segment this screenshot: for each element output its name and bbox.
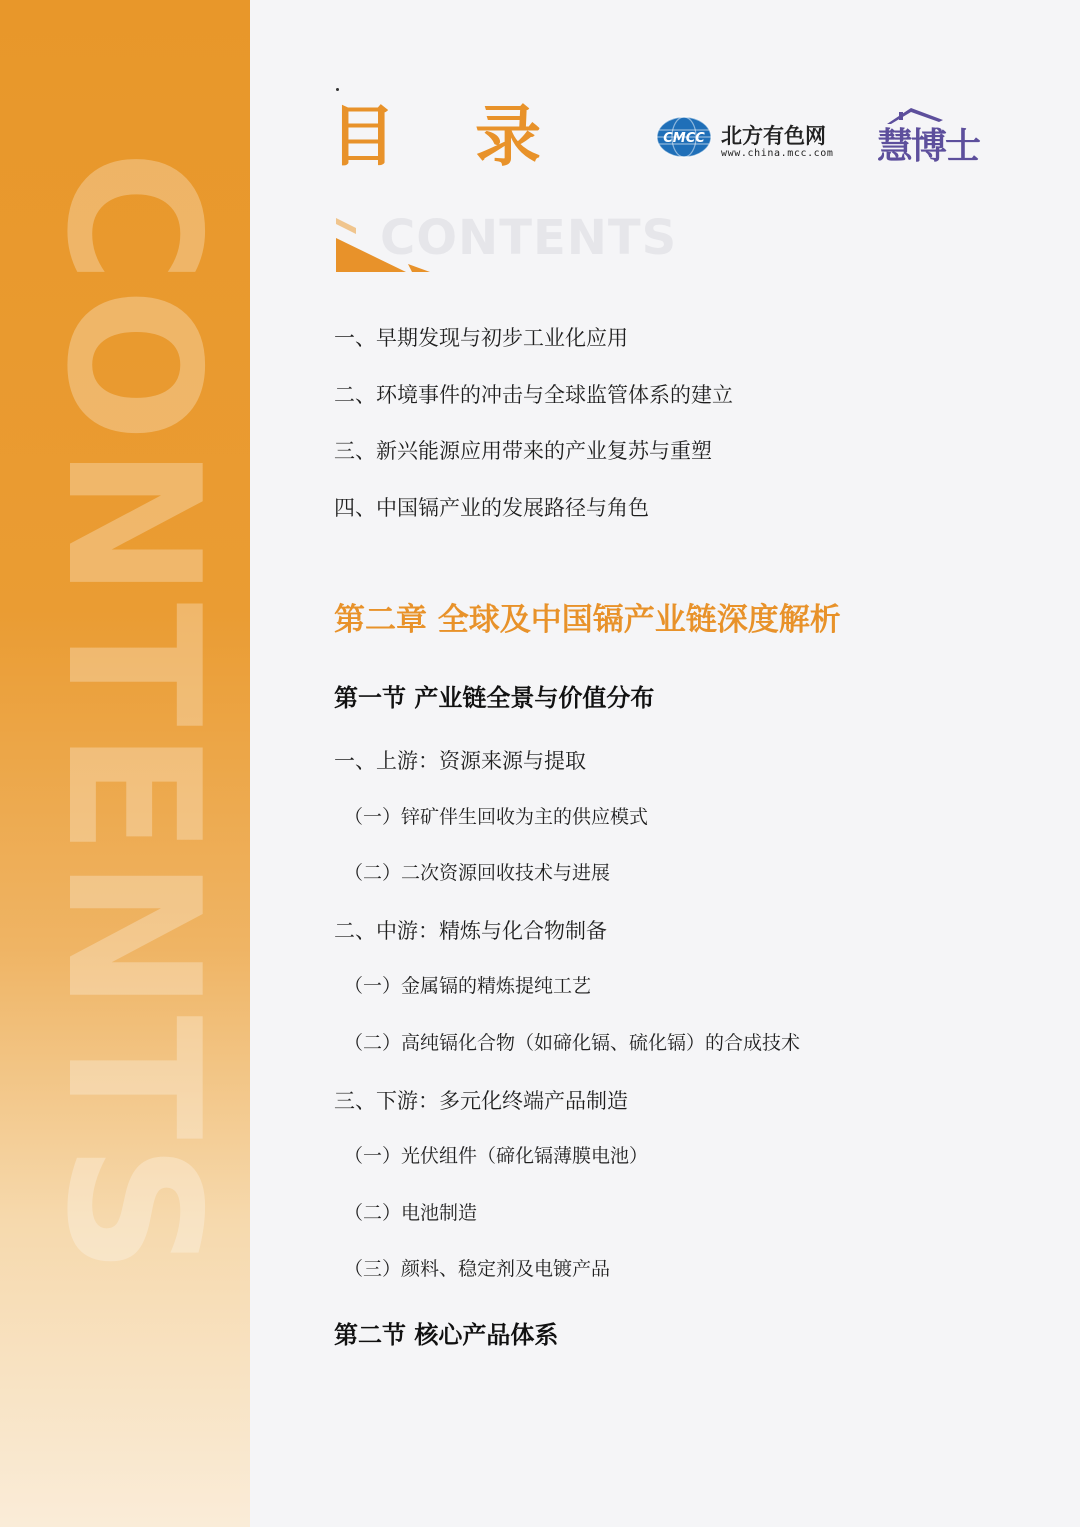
logo-cmcc-url: www.china.mcc.com (721, 148, 834, 159)
logo-cmcc (655, 112, 845, 162)
logo-huiboshi-name: 慧博士 (877, 126, 980, 167)
toc-chapter-heading[interactable]: 第二章 全球及中国镉产业链深度解析 (334, 602, 841, 638)
toc-subitem[interactable]: （一）金属镉的精炼提纯工艺 (344, 975, 592, 997)
toc-item[interactable]: 二、中游：精炼与化合物制备 (334, 919, 607, 943)
sidebar-decoration (0, 0, 250, 1527)
toc-item[interactable]: 二、环境事件的冲击与全球监管体系的建立 (334, 383, 733, 407)
toc-subitem[interactable]: （一）光伏组件（碲化镉薄膜电池） (344, 1145, 649, 1167)
toc-item[interactable]: 一、早期发现与初步工业化应用 (334, 326, 628, 350)
logo-huiboshi (877, 106, 980, 167)
toc-item[interactable]: 三、下游：多元化终端产品制造 (334, 1089, 628, 1113)
globe-logo-icon (655, 114, 713, 160)
toc-section-heading[interactable]: 第二节 核心产品体系 (334, 1321, 559, 1349)
toc-subitem[interactable]: （二）二次资源回收技术与进展 (344, 862, 611, 884)
toc-item[interactable]: 一、上游：资源来源与提取 (334, 749, 586, 773)
toc-item[interactable]: 四、中国镉产业的发展路径与角色 (334, 496, 649, 520)
logo-cmcc-name: 北方有色网 (721, 124, 826, 148)
page-title: 目 录 (330, 98, 569, 175)
toc-item[interactable]: 三、新兴能源应用带来的产业复苏与重塑 (334, 439, 712, 463)
toc-subitem[interactable]: （一）锌矿伴生回收为主的供应模式 (344, 806, 649, 828)
toc-section-heading[interactable]: 第一节 产业链全景与价值分布 (334, 684, 655, 712)
contents-subtitle: CONTENTS (380, 210, 678, 266)
logo-cmcc-badge: CMCC (663, 131, 705, 146)
toc-subitem[interactable]: （三）颜料、稳定剂及电镀产品 (344, 1258, 611, 1280)
sidebar-watermark-text: CONTENTS (27, 150, 239, 1279)
toc-subitem[interactable]: （二）高纯镉化合物（如碲化镉、硫化镉）的合成技术 (344, 1032, 801, 1054)
toc-subitem[interactable]: （二）电池制造 (344, 1202, 478, 1224)
decorative-dot (336, 88, 339, 91)
